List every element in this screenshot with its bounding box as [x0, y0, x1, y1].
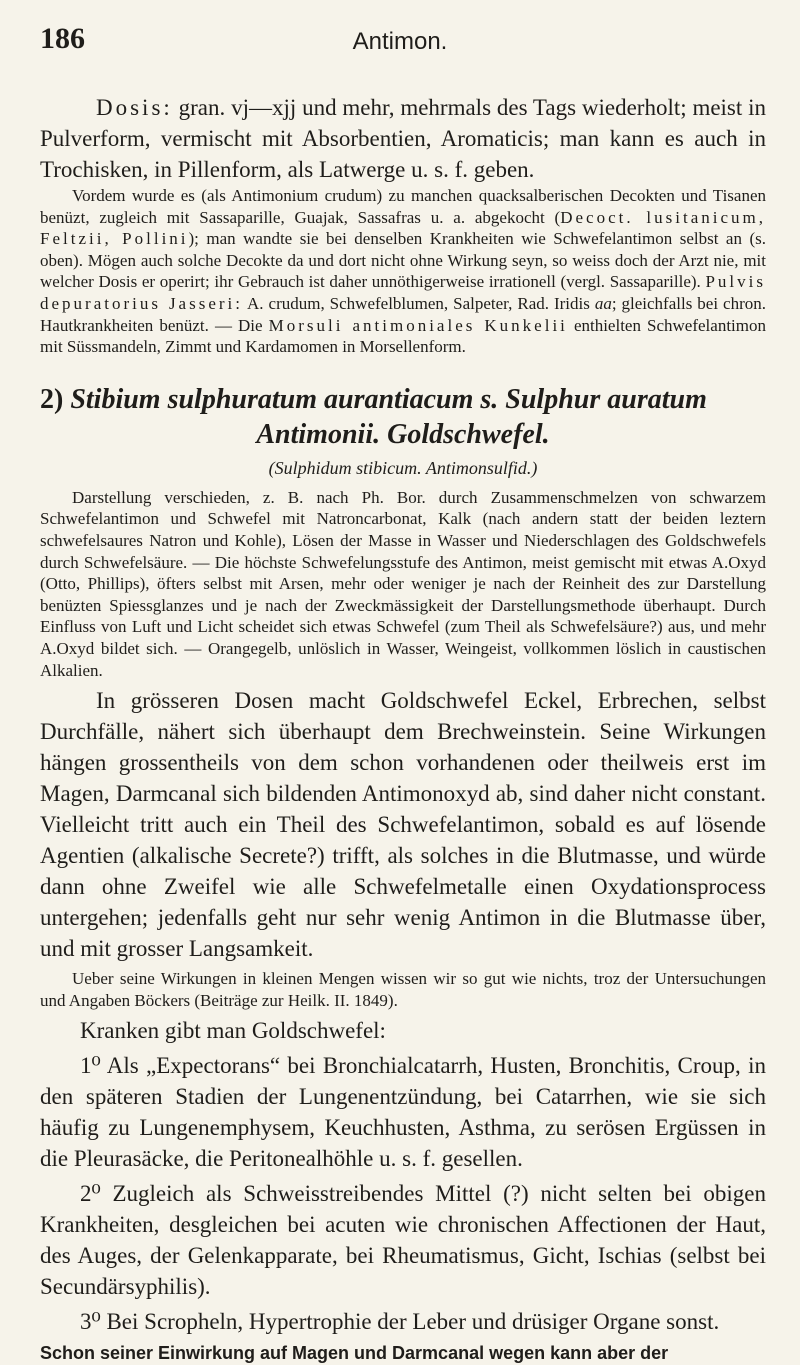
dosis-paragraph: [40, 92, 766, 185]
aa-mark: aa: [594, 293, 612, 313]
vordem-text-4: ; gleichfalls bei chron. Hautkrankheiten benüzt. — Die: [40, 293, 766, 335]
indication-2: 2⁰ Zugleich als Schweisstreibendes Mittel (?) nicht selten bei obigen Krankheiten, desgleichen bei acuten wie chronischen Affectionen der Haut, des Auges, der Gelenkapparate, bei Rheumatismus, Gicht, Ischias (selbst bei Secundärsyphilis).: [40, 1181, 766, 1300]
vordem-text-2: ); man wandte sie bei denselben Krankheiten wie Schwefelantimon selbst an (s. oben). Mögen auch solche Decokte da und dort nicht ohne Wirkung seyn, so weiss doch der Arzt nie, mit welcher Dosis er operirt; ihr Gebrauch ist daher unnöthigerweise irrationell (vergl. Sassaparille).: [40, 229, 766, 292]
section-number: 2): [40, 383, 64, 415]
page-body: [40, 92, 766, 1365]
section-title-line1: Stibium sulphuratum aurantiacum s. Sulphur auratum: [70, 383, 707, 415]
darstellung-paragraph: Darstellung verschieden, z. B. nach Ph. Bor. durch Zusammenschmelzen von schwarzem Schwefelantimon und Schwefel mit Natroncarbonat, Kalk (nach andern statt der beiden leztern schwefelsaures Natron und Kohle), Lösen der Masse in Wasser und Niederschlagen des Goldschwefels durch Schwefelsäure. — Die höchste Schwefelungsstufe des Antimon, meist gemischt mit etwas A.Oxyd (Otto, Phillips), öfters selbst mit Arsen, mehr oder weniger je nach der Reinheit des zur Darstellung benüzten Spiessglanzes und je nach der Zweckmässigkeit der Darstellungsmethode überhaupt. Durch Einfluss von Luft und Licht scheidet sich etwas Schwefel (zum Theil als Schwefelsäure?) aus, und mehr A.Oxyd bildet sich. — Orangegelb, unlöslich in Wasser, Weingeist, vollkommen löslich in caustischen Alkalien.: [40, 487, 766, 680]
running-title: Antimon.: [352, 28, 448, 55]
kranken-intro: Kranken gibt man Goldschwefel:: [80, 1018, 386, 1044]
page-number: 186: [40, 22, 85, 55]
morsuli-name: Morsuli antimoniales Kunkelii: [268, 315, 568, 335]
section-synonym: (Sulphidum stibicum. Antimonsulfid.): [268, 457, 538, 478]
section-title-line2: Antimonii. Goldschwefel.: [256, 418, 550, 450]
vordem-text-1: Vordem wurde es (als Antimonium crudum) zu manchen quacksalberischen Decokten und Tisanen benüzt, zugleich mit Sassaparille, Guajak, Sassafras u. a. abgekocht (: [40, 186, 766, 227]
vordem-paragraph: [40, 185, 766, 358]
decoct-names: Decoct. lusitanicum, Feltzii, Pollini: [40, 207, 766, 249]
indication-1: 1⁰ Als „Expectorans“ bei Bronchialcatarrh, Husten, Bronchitis, Croup, in den späteren Stadien der Lungenentzündung, bei Catarrhen, wie sie sich häufig zu Lungenemphysem, Keuchhusten, Asthma, zu serösen Ergüssen in die Pleurasäcke, die Peritonealhöhle u. s. f. gesellen.: [40, 1053, 766, 1172]
page-header: [0, 22, 800, 62]
indication-3: 3⁰ Bei Scropheln, Hypertrophie der Leber und drüsiger Organe sonst.: [80, 1309, 720, 1335]
section-heading: [40, 382, 766, 452]
last-line: Schon seiner Einwirkung auf Magen und Darmcanal wegen kann aber der: [40, 1343, 669, 1364]
vordem-text-3: A. crudum, Schwefelblumen, Salpeter, Rad. Iridis: [243, 293, 595, 313]
wirkungen-paragraph: In grösseren Dosen macht Goldschwefel Eckel, Erbrechen, selbst Durchfälle, nähert sich überhaupt dem Brechweinstein. Seine Wirkungen hängen grossentheils von dem schon vorhandenen oder theilweis erst im Magen, Darmcanal sich bildenden Antimonoxyd ab, sind daher nicht constant. Vielleicht tritt auch ein Theil des Schwefelantimon, sobald es auf lösende Agentien (alkalische Secrete?) trifft, als solches in die Blutmasse, und würde dann ohne Zweifel wie alle Schwefelmetalle einen Oxydationsprocess untergehen; jedenfalls geht nur sehr wenig Antimon in die Blutmasse über, und mit grosser Langsamkeit.: [40, 688, 766, 962]
dosis-label: Dosis:: [96, 95, 173, 120]
dosis-text: gran. vj—xjj und mehr, mehrmals des Tags wiederholt; meist in Pulverform, vermischt mit Absorbentien, Aromaticis; man kann es auch in Trochisken, in Pillenform, als Latwerge u. s. f. geben.: [40, 95, 766, 182]
pulvis-name: Pulvis depuratorius Jasseri:: [40, 272, 766, 313]
vordem-text-5: enthielten Schwefelantimon mit Süssmandeln, Zimmt und Kardamomen in Morsellenform.: [40, 315, 766, 357]
ueber-paragraph: Ueber seine Wirkungen in kleinen Mengen wissen wir so gut wie nichts, troz der Untersuchungen und Angaben Böckers (Beiträge zur Heilk. II. 1849).: [40, 969, 766, 1010]
